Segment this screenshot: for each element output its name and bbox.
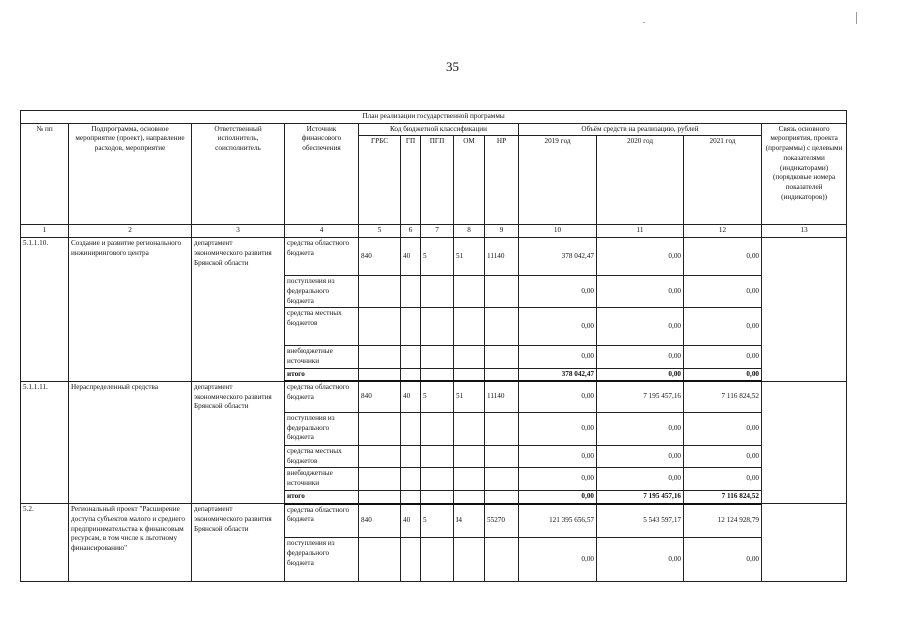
col-number: 1 (21, 225, 69, 238)
value-2020: 0,00 (597, 445, 684, 467)
col-number: 9 (485, 225, 519, 238)
link-cell (762, 381, 847, 503)
col-number: 4 (285, 225, 359, 238)
col-number: 12 (684, 225, 762, 238)
source-cell: средства областного бюджета (285, 381, 359, 412)
pgp-cell: 5 (421, 381, 454, 412)
table-row (21, 238, 847, 276)
value-2021: 0,00 (684, 468, 762, 490)
link-cell (762, 238, 847, 382)
header-volume-group: Объём средств на реализацию, рублей (519, 123, 762, 136)
value-2021: 7 116 824,52 (684, 381, 762, 412)
header-grbs: ГРБС (359, 136, 401, 225)
value-2020: 0,00 (597, 468, 684, 490)
gp-cell: 40 (401, 381, 421, 412)
pgp-cell: 5 (421, 504, 454, 538)
nr-cell: 11140 (485, 381, 519, 412)
header-bk-group: Код бюджетной классификации (359, 123, 519, 136)
source-cell: внебюджетные источники (285, 468, 359, 490)
item-executor: департамент экономического развития Брянской области (192, 238, 285, 382)
value-2020: 7 195 457,16 (597, 381, 684, 412)
col-number: 3 (192, 225, 285, 238)
value-2020: 0,00 (597, 346, 684, 368)
item-name: Нераспределенный средства (69, 381, 192, 503)
om-cell: I4 (454, 504, 485, 538)
value-2019: 378 042,47 (519, 238, 597, 276)
header-pgp: ПГП (421, 136, 454, 225)
value-2019: 0,00 (519, 468, 597, 490)
value-2021: 0,00 (684, 445, 762, 467)
source-cell: средства областного бюджета (285, 238, 359, 276)
header-num: № пп (21, 123, 69, 225)
value-2020: 5 543 597,17 (597, 504, 684, 538)
col-number: 13 (762, 225, 847, 238)
grbs-cell: 840 (359, 381, 401, 412)
item-executor: департамент экономического развития Брянской области (192, 381, 285, 503)
source-cell: итого (285, 368, 359, 381)
total-2019: 0,00 (519, 490, 597, 503)
total-2020: 7 195 457,16 (597, 490, 684, 503)
header-nr: НР (485, 136, 519, 225)
value-2019: 0,00 (519, 381, 597, 412)
pgp-cell: 5 (421, 238, 454, 276)
col-number: 6 (401, 225, 421, 238)
source-cell: средства местных бюджетов (285, 308, 359, 346)
item-name: Региональный проект "Расширение доступа субъектов малого и среднего предпринимательства к финансовым ресурсам, в том числе к льготному финансированию" (69, 504, 192, 582)
total-2020: 0,00 (597, 368, 684, 381)
scan-dot (643, 22, 645, 23)
item-number: 5.2. (21, 504, 69, 582)
col-number: 7 (421, 225, 454, 238)
value-2021: 0,00 (684, 538, 762, 582)
value-2019: 0,00 (519, 346, 597, 368)
table-row (21, 381, 847, 412)
source-cell: поступления из федерального бюджета (285, 412, 359, 445)
link-cell (762, 504, 847, 582)
value-2019: 0,00 (519, 308, 597, 346)
source-cell: поступления из федерального бюджета (285, 276, 359, 308)
value-2019: 0,00 (519, 412, 597, 445)
header-executor: Ответственный исполнитель, соисполнитель (192, 123, 285, 225)
plan-title: План реализации государственной программы (21, 111, 847, 124)
nr-cell: 11140 (485, 238, 519, 276)
header-2019: 2019 год (519, 136, 597, 225)
value-2020: 0,00 (597, 238, 684, 276)
col-number: 2 (69, 225, 192, 238)
value-2020: 0,00 (597, 308, 684, 346)
col-number: 11 (597, 225, 684, 238)
value-2021: 0,00 (684, 346, 762, 368)
table-row (21, 504, 847, 538)
gp-cell: 40 (401, 238, 421, 276)
col-number: 5 (359, 225, 401, 238)
header-link: Связь основного мероприятия, проекта (программы) с целевыми показателями (индикаторами) (порядковые номера показателей (индикаторов)) (762, 123, 847, 225)
source-cell: итого (285, 490, 359, 503)
value-2020: 0,00 (597, 538, 684, 582)
value-2020: 0,00 (597, 412, 684, 445)
source-cell: внебюджетные источники (285, 346, 359, 368)
total-2019: 378 042,47 (519, 368, 597, 381)
value-2021: 12 124 928,79 (684, 504, 762, 538)
value-2019: 0,00 (519, 445, 597, 467)
plan-table (20, 110, 847, 582)
page-number: 35 (446, 59, 459, 74)
om-cell: 51 (454, 238, 485, 276)
item-number: 5.1.1.11. (21, 381, 69, 503)
value-2019: 0,00 (519, 538, 597, 582)
om-cell: 51 (454, 381, 485, 412)
header-om: ОМ (454, 136, 485, 225)
grbs-cell: 840 (359, 504, 401, 538)
source-cell: средства местных бюджетов (285, 445, 359, 467)
item-number: 5.1.1.10. (21, 238, 69, 382)
source-cell: поступления из федерального бюджета (285, 538, 359, 582)
value-2021: 0,00 (684, 308, 762, 346)
gp-cell: 40 (401, 504, 421, 538)
total-2021: 0,00 (684, 368, 762, 381)
col-number: 10 (519, 225, 597, 238)
value-2020: 0,00 (597, 276, 684, 308)
col-number: 8 (454, 225, 485, 238)
header-2020: 2020 год (597, 136, 684, 225)
value-2021: 0,00 (684, 238, 762, 276)
header-subprogram: Подпрограмма, основное мероприятие (проект), направление расходов, мероприятие (69, 123, 192, 225)
grbs-cell: 840 (359, 238, 401, 276)
item-name: Создание и развитие регионального инжинирингового центра (69, 238, 192, 382)
value-2021: 0,00 (684, 412, 762, 445)
header-source: Источник финансового обеспечения (285, 123, 359, 225)
item-executor: департамент экономического развития Брянской области (192, 504, 285, 582)
total-2021: 7 116 824,52 (684, 490, 762, 503)
value-2019: 121 395 656,57 (519, 504, 597, 538)
header-gp: ГП (401, 136, 421, 225)
header-2021: 2021 год (684, 136, 762, 225)
value-2021: 0,00 (684, 276, 762, 308)
table-body (21, 238, 847, 582)
source-cell: средства областного бюджета (285, 504, 359, 538)
scan-mark (856, 12, 857, 24)
value-2019: 0,00 (519, 276, 597, 308)
nr-cell: 55270 (485, 504, 519, 538)
